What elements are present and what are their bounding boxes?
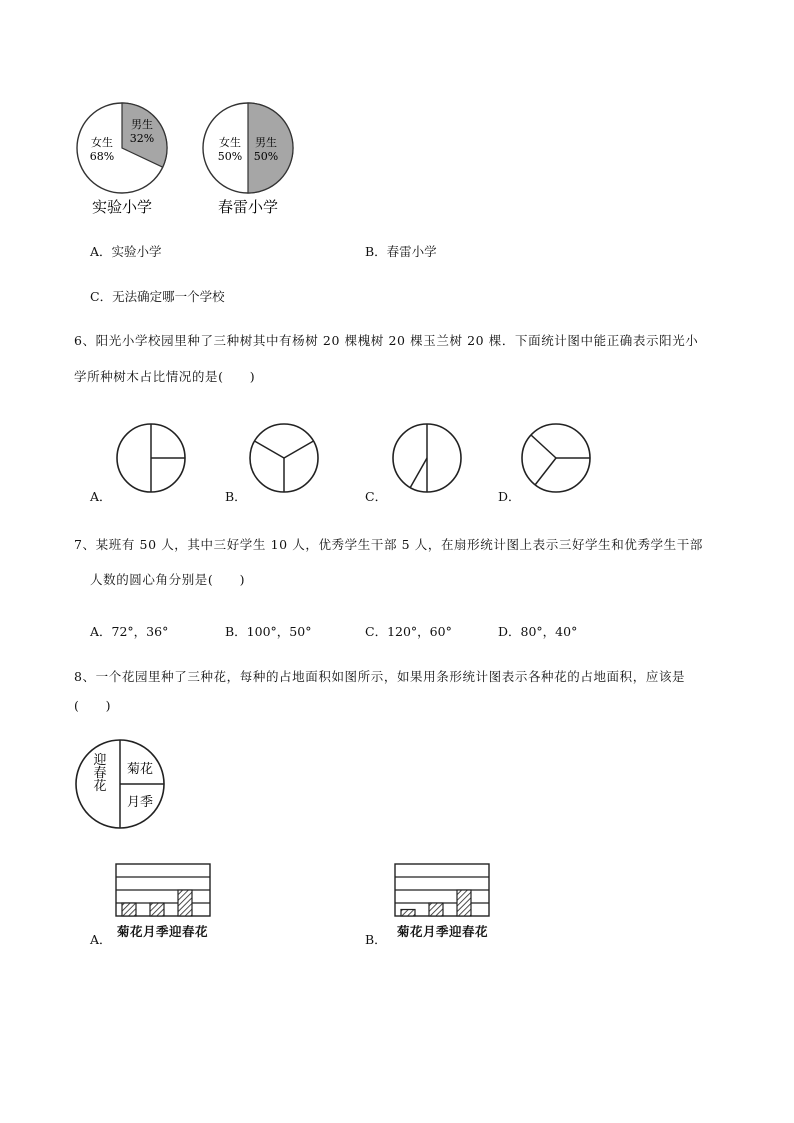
- pie-label-yueji: 月季: [126, 795, 154, 810]
- bar-1: [401, 910, 415, 917]
- pie-boy-pct: 50%: [253, 150, 279, 163]
- q6-pie-b[interactable]: [247, 421, 323, 497]
- q8-stem-line2: ( ): [74, 698, 112, 713]
- bar-2: [429, 903, 443, 916]
- q8-bars-b-categories: 菊花月季迎春花: [397, 924, 489, 939]
- q8-bar-chart-b[interactable]: [393, 862, 493, 920]
- pie-label-yingchunhua: 迎春花: [90, 752, 106, 792]
- pie-girl-pct: 50%: [217, 150, 243, 163]
- bar-1: [122, 903, 136, 916]
- pie-girl-label: 女生: [219, 136, 241, 149]
- pie-label-juhua: 菊花: [126, 762, 154, 777]
- q5-option-c[interactable]: C．无法确定哪一个学校: [90, 289, 225, 304]
- pie-girl-pct: 68%: [89, 150, 115, 163]
- bar-2: [150, 903, 164, 916]
- q8-bars-a-label: A．: [90, 932, 112, 947]
- pie-boy-pct: 32%: [129, 132, 155, 145]
- q6-label-a: A．: [90, 489, 112, 504]
- q6-pie-d[interactable]: [519, 421, 595, 497]
- q8-bars-a-categories: 菊花月季迎春花: [117, 924, 209, 939]
- q8-bars-b-label: B．: [365, 932, 387, 947]
- bar-3: [178, 890, 192, 916]
- pie-chart-chunlei: [200, 100, 300, 220]
- q6-stem-line2: 学所种树木占比情况的是( ): [74, 369, 256, 384]
- q7-stem-line1: 7、某班有 50 人，其中三好学生 10 人，优秀学生干部 5 人，在扇形统计图上表示三好学生和优秀学生干部: [74, 537, 703, 552]
- q5-option-a[interactable]: A．实验小学: [90, 244, 162, 259]
- q8-stem-line1: 8、一个花园里种了三种花，每种的占地面积如图所示，如果用条形统计图表示各种花的占地面积，应该是: [74, 669, 686, 684]
- q6-pie-a[interactable]: [114, 421, 190, 497]
- q7-option-b[interactable]: B．100°，50°: [225, 624, 312, 639]
- q6-stem-line1: 6、阳光小学校园里种了三种树其中有杨树 20 棵槐树 20 棵玉兰树 20 棵．下面统计图中能正确表示阳光小: [74, 333, 699, 348]
- q8-flower-pie: [74, 738, 170, 832]
- q8-bar-chart-a[interactable]: [114, 862, 214, 920]
- q6-label-b: B．: [225, 489, 247, 504]
- q5-option-b[interactable]: B．春雷小学: [365, 244, 437, 259]
- pie-boy-label: 男生: [255, 136, 277, 149]
- pie-caption: 春雷小学: [217, 198, 279, 216]
- q6-label-c: C．: [365, 489, 388, 504]
- q6-pie-c[interactable]: [390, 421, 466, 497]
- q7-option-a[interactable]: A．72°，36°: [90, 624, 169, 639]
- pie-caption: 实验小学: [91, 198, 153, 216]
- pie-chart-shiyan: [74, 100, 174, 220]
- pie-boy-label: 男生: [131, 118, 153, 131]
- q7-stem-line2: 人数的圆心角分别是( ): [90, 572, 246, 587]
- q7-option-d[interactable]: D．80°，40°: [498, 624, 578, 639]
- q6-label-d: D．: [498, 489, 521, 504]
- pie-girl-label: 女生: [91, 136, 113, 149]
- bar-3: [457, 890, 471, 916]
- q7-option-c[interactable]: C．120°，60°: [365, 624, 452, 639]
